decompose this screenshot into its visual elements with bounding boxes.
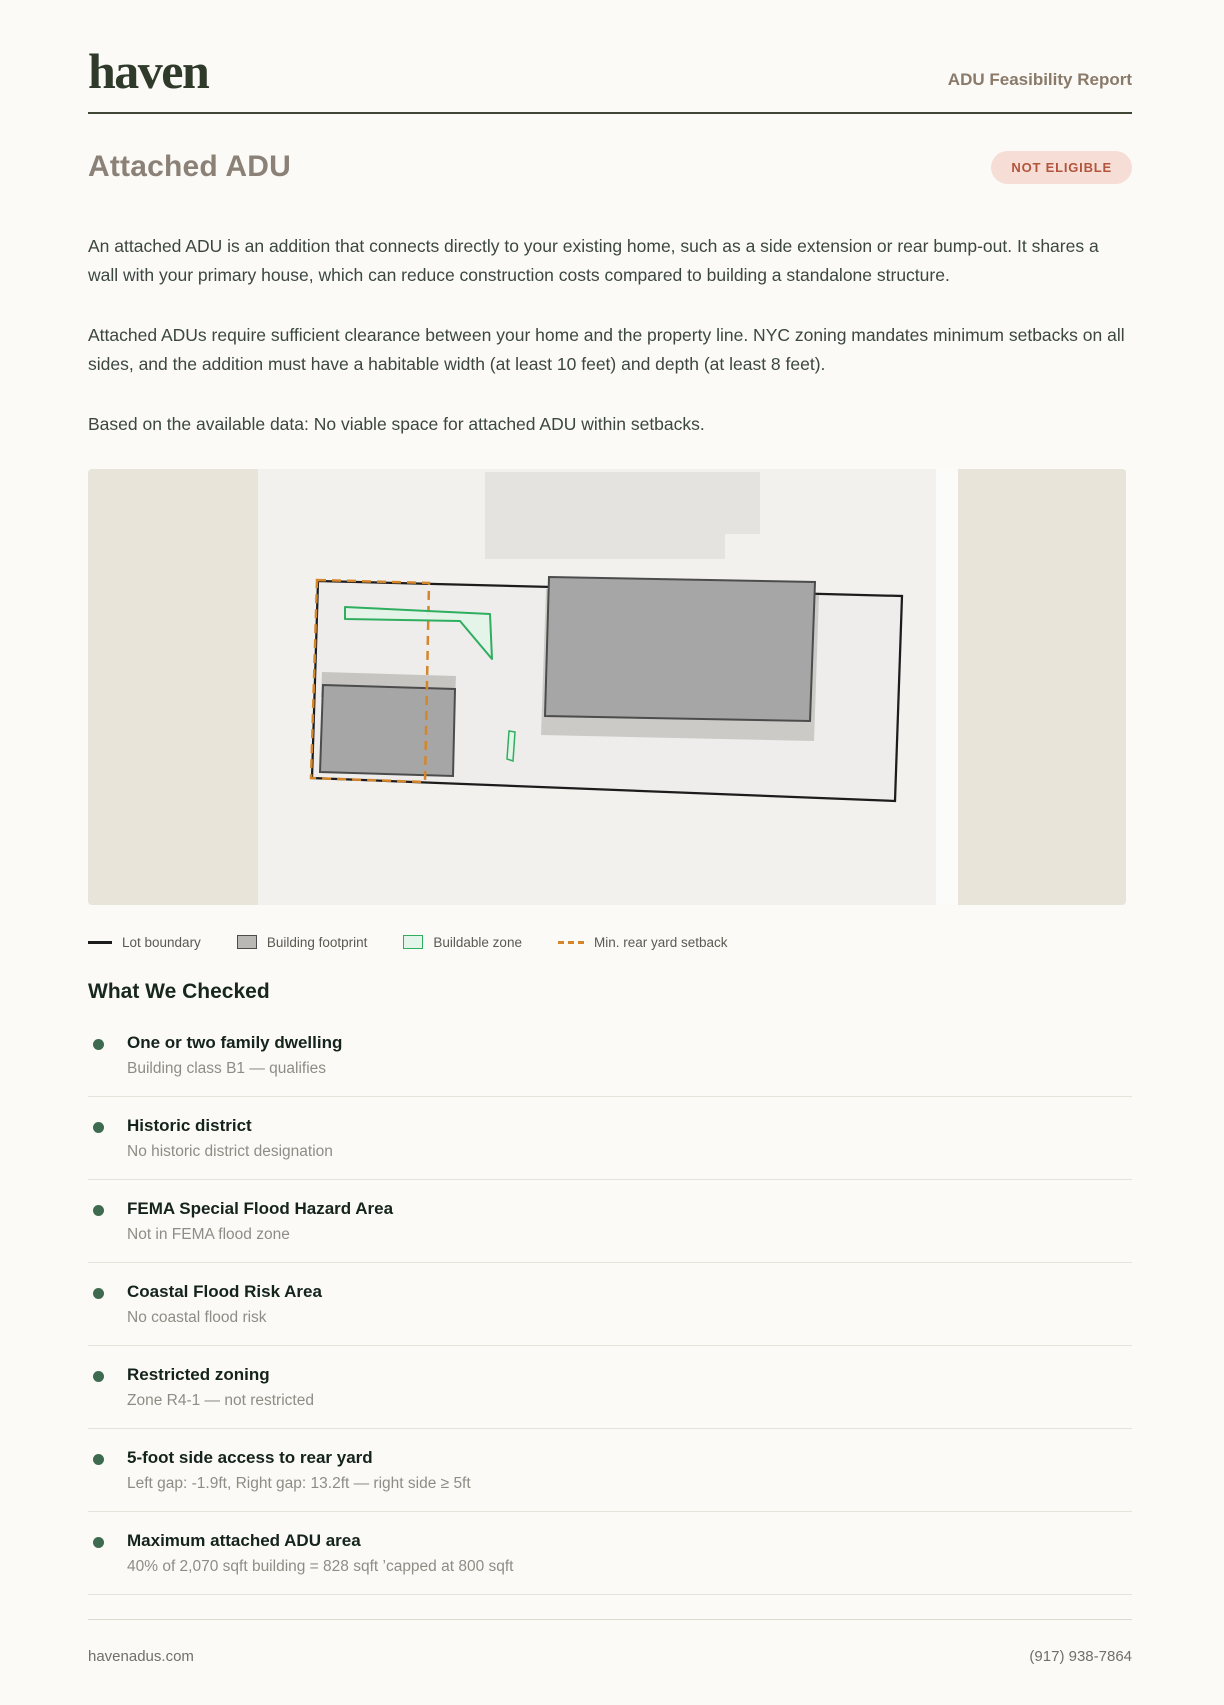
check-title: 5-foot side access to rear yard (127, 1447, 373, 1467)
check-subtitle: Zone R4-1 — not restricted (127, 1391, 314, 1409)
check-subtitle: Left gap: -1.9ft, Right gap: 13.2ft — right side ≥ 5ft (127, 1474, 471, 1492)
paragraph-requirements: Attached ADUs require sufficient clearance between your home and the property line. NYC zoning mandates minimum setbacks on all sides, and the addition must have a habitable width (at least 10 feet) and depth (at least 8 feet). (88, 324, 1125, 375)
status-dot-icon (93, 1371, 104, 1382)
status-dot-icon (93, 1288, 104, 1299)
status-dot-icon (93, 1039, 104, 1050)
small-building-footprint (320, 685, 455, 776)
map-legend (88, 935, 1132, 950)
check-item-dwelling (88, 1014, 1132, 1097)
status-dot-icon (93, 1205, 104, 1216)
check-item-historic-district (88, 1097, 1132, 1180)
check-item-fema-flood (88, 1180, 1132, 1263)
check-subtitle: No historic district designation (127, 1142, 333, 1160)
building-footprint-swatch-icon (237, 935, 257, 949)
site-map (88, 469, 1126, 905)
check-item-coastal-flood (88, 1263, 1132, 1346)
legend-item-rear-yard-setback (558, 935, 728, 950)
setback-swatch-icon (558, 941, 584, 944)
map-road (936, 469, 958, 905)
check-title: Historic district (127, 1115, 252, 1135)
status-dot-icon (93, 1454, 104, 1465)
report-type-label: ADU Feasibility Report (947, 70, 1132, 89)
eligibility-status-badge: NOT ELIGIBLE (991, 151, 1132, 184)
neighbor-building (485, 472, 760, 559)
intro-paragraphs (88, 232, 1132, 439)
check-subtitle: 40% of 2,070 sqft building = 828 sqft ’capped at 800 sqft (127, 1557, 514, 1575)
footer-website: havenadus.com (88, 1647, 194, 1665)
header (88, 43, 1132, 114)
check-title: FEMA Special Flood Hazard Area (127, 1198, 394, 1218)
legend-item-lot-boundary (88, 935, 201, 950)
check-subtitle: No coastal flood risk (127, 1308, 267, 1326)
main-building-footprint (545, 577, 815, 721)
check-title: One or two family dwelling (127, 1032, 343, 1052)
map-right-parcel (958, 469, 1126, 905)
paragraph-conclusion: Based on the available data: No viable space for attached ADU within setbacks. (88, 413, 705, 434)
paragraph-description: An attached ADU is an addition that connects directly to your existing home, such as a side extension or rear bump-out. It shares a wall with your primary house, which can reduce construction costs compared to building a standalone structure. (88, 236, 1099, 286)
footer-phone: (917) 938-7864 (1029, 1647, 1132, 1665)
haven-logo: haven (88, 43, 209, 99)
check-item-restricted-zoning (88, 1346, 1132, 1429)
legend-item-buildable-zone (403, 935, 522, 950)
check-subtitle: Building class B1 — qualifies (127, 1059, 327, 1077)
check-title: Coastal Flood Risk Area (127, 1281, 322, 1301)
legend-item-building-footprint (237, 935, 368, 950)
check-title: Maximum attached ADU area (127, 1530, 361, 1550)
check-subtitle: Not in FEMA flood zone (127, 1225, 290, 1243)
legend-label: Buildable zone (433, 934, 522, 950)
legend-label: Min. rear yard setback (593, 934, 728, 950)
page-title: Attached ADU (88, 150, 291, 183)
status-dot-icon (93, 1537, 104, 1548)
footer (88, 1619, 1132, 1665)
buildable-zone-swatch-icon (403, 935, 423, 949)
checks-list (88, 1014, 1132, 1595)
map-left-parcel (88, 469, 258, 905)
check-item-side-access (88, 1429, 1132, 1512)
check-title: Restricted zoning (127, 1364, 270, 1384)
check-item-max-adu-area (88, 1512, 1132, 1595)
lot-boundary-swatch-icon (88, 941, 112, 944)
buildable-zone-sliver (507, 731, 515, 761)
checks-heading: What We Checked (88, 979, 270, 1003)
site-map-svg (88, 469, 1126, 905)
status-dot-icon (93, 1122, 104, 1133)
legend-label: Building footprint (266, 934, 368, 950)
title-row (88, 150, 1132, 184)
legend-label: Lot boundary (122, 934, 201, 950)
